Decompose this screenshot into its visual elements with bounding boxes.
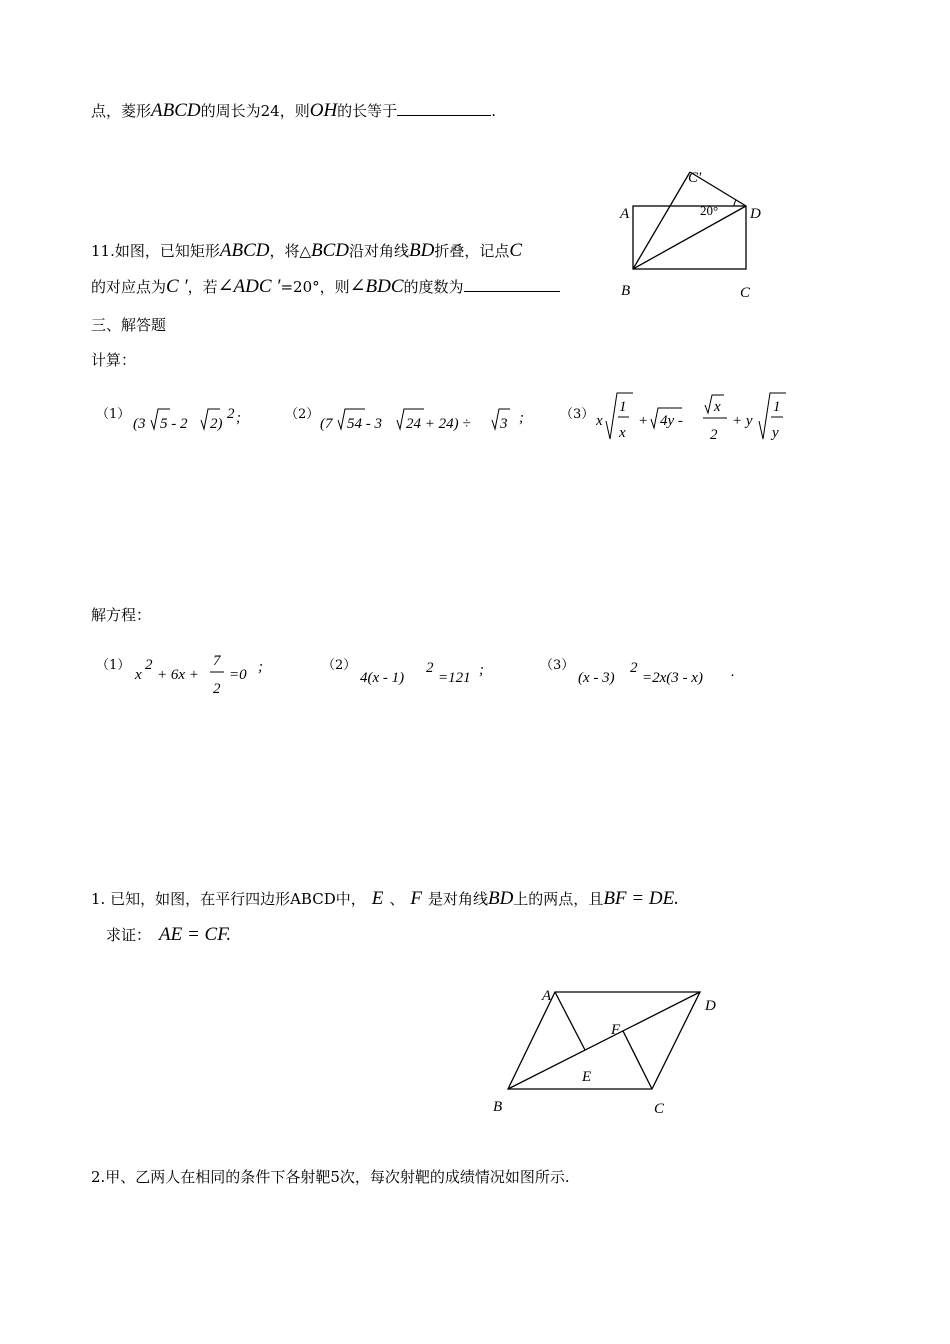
eq-3-formula: [576, 660, 746, 690]
q11-text-f: ，若: [187, 278, 218, 296]
eq-1-number: （1）: [96, 658, 131, 673]
label-b: B: [621, 283, 631, 299]
q11-c: C: [509, 240, 523, 261]
svg-text:;: ;: [479, 662, 484, 678]
label-angle: 20°: [700, 203, 719, 218]
p1-e: E: [371, 888, 384, 909]
svg-text:=2x(3 - x): =2x(3 - x): [642, 670, 703, 686]
q11-adc: ∠ADC ′: [217, 276, 281, 297]
svg-text:2: 2: [630, 660, 638, 676]
q11-cprime: C ′: [166, 276, 188, 297]
q10-tail-line: [91, 100, 496, 122]
label-c: C: [740, 285, 751, 301]
label-a: A: [542, 988, 552, 1004]
svg-text:x: x: [619, 425, 626, 441]
label-c-prime: C′: [688, 170, 702, 186]
q11-text-g: =20°，则: [280, 278, 350, 296]
svg-text:5 - 2: 5 - 2: [160, 416, 188, 432]
q10-suffix: 的长等于: [337, 102, 398, 120]
diagonal-bd: [508, 992, 700, 1089]
q11-text-e: 的对应点为: [91, 278, 167, 296]
svg-text:1: 1: [773, 399, 781, 415]
p1-sep: 、: [389, 890, 405, 908]
eq-1-expr: [133, 645, 273, 705]
svg-text:2: 2: [213, 681, 221, 697]
q11-answer-blank: [464, 277, 560, 292]
q11-abcd: ABCD: [219, 240, 270, 261]
angle-arc: [734, 200, 736, 206]
q11-bcd: BCD: [311, 240, 350, 261]
q11-line2: [91, 275, 560, 298]
q10-end: .: [491, 102, 496, 120]
p1-text-c: 上的两点，且: [513, 890, 604, 908]
eq-3-number: （3）: [540, 658, 575, 673]
svg-text:1: 1: [619, 399, 627, 415]
calc-3-number: （3）: [560, 407, 595, 422]
svg-text:+ 6x +: + 6x +: [157, 667, 199, 683]
q10-oh: OH: [309, 100, 338, 121]
eq-2-number: （2）: [322, 658, 357, 673]
svg-text:2): 2): [210, 416, 223, 432]
q11-text-h: 的度数为: [403, 278, 464, 296]
svg-text:+: +: [638, 413, 649, 429]
label-b: B: [493, 1099, 503, 1115]
q11-text-d: 折叠，记点: [434, 242, 510, 260]
diagonal-bd: [633, 206, 746, 269]
section-heading: 三、解答题: [91, 316, 167, 334]
p1-line2: [106, 924, 231, 946]
q11-bd: BD: [409, 240, 435, 261]
label-a: A: [620, 206, 630, 222]
calc-2-formula: [320, 406, 530, 438]
eq-1-formula: [133, 645, 273, 701]
svg-text:4y -: 4y -: [660, 413, 683, 429]
svg-text:;: ;: [258, 659, 263, 675]
svg-text:=121: =121: [438, 670, 471, 686]
label-d: D: [750, 206, 761, 222]
q10-text: 点，菱形: [91, 102, 152, 120]
equations-heading: 解方程：: [91, 606, 152, 624]
svg-text:;: ;: [519, 410, 524, 426]
svg-text:x: x: [135, 667, 142, 683]
svg-text:;: ;: [236, 410, 241, 426]
p1-bd: BD: [487, 888, 514, 909]
q10-text-mid: 的周长为24，则: [200, 102, 310, 120]
label-f: F: [611, 1022, 621, 1038]
svg-text:2: 2: [710, 427, 718, 443]
q11-rectangle-figure: [610, 160, 790, 310]
calc-2-expr: [320, 406, 530, 442]
calc-2-number: （2）: [285, 407, 320, 422]
p1-prove: AE = CF.: [159, 924, 232, 945]
q11-text-a: 11.如图，已知矩形: [91, 242, 220, 260]
svg-text:(3: (3: [133, 416, 146, 432]
calc-1-expr: [133, 406, 253, 442]
p2-line: 2.甲、乙两人在相同的条件下各射靶5次，每次射靶的成绩情况如图所示.: [91, 1168, 570, 1186]
svg-text:=0: =0: [229, 667, 247, 683]
calc-1-number: （1）: [96, 407, 131, 422]
label-c: C: [654, 1101, 665, 1117]
svg-text:2: 2: [426, 660, 434, 676]
p1-text-b: 是对角线: [427, 890, 488, 908]
label-e: E: [582, 1069, 592, 1085]
q11-text-c: 沿对角线: [349, 242, 410, 260]
calc-heading: 计算：: [91, 351, 137, 369]
eq-2-formula: [358, 660, 488, 690]
svg-text:x: x: [714, 399, 721, 415]
calc-3-expr: [596, 391, 796, 451]
segment-bc-prime: [633, 172, 690, 269]
svg-text:(x - 3): (x - 3): [578, 670, 615, 686]
calc-1-formula: [133, 406, 253, 438]
svg-text:.: .: [731, 664, 735, 680]
label-d: D: [705, 998, 716, 1014]
segment-ae: [555, 992, 585, 1050]
q10-answer-blank: [397, 101, 491, 116]
p1-condition: BF = DE.: [603, 888, 679, 909]
svg-text:3: 3: [500, 416, 508, 432]
svg-text:2: 2: [227, 406, 235, 422]
svg-text:x: x: [596, 413, 603, 429]
eq-3-expr: [576, 660, 746, 694]
segment-cf: [623, 1031, 652, 1089]
eq-2-expr: [358, 660, 488, 694]
svg-text:y: y: [772, 425, 779, 441]
svg-text:7: 7: [213, 653, 221, 669]
p1-text-a: 1. 已知，如图，在平行四边形ABCD中，: [91, 890, 366, 908]
svg-text:54 - 3: 54 - 3: [347, 416, 382, 432]
p1-line1: [91, 888, 679, 910]
svg-text:+ y: + y: [732, 413, 753, 429]
svg-text:24 + 24) ÷: 24 + 24) ÷: [406, 416, 471, 432]
svg-text:(7: (7: [320, 416, 333, 432]
q11-text-b: ，将△: [269, 242, 312, 260]
q11-line1: [91, 240, 522, 262]
svg-text:2: 2: [145, 657, 153, 673]
svg-text:4(x - 1): 4(x - 1): [360, 670, 405, 686]
p1-f: F: [410, 888, 422, 909]
q11-bdc: ∠BDC: [349, 276, 404, 297]
p1-parallelogram-figure: [485, 980, 735, 1120]
calc-3-formula: [596, 391, 796, 447]
p1-prove-label: 求证：: [106, 926, 152, 944]
q10-abcd: ABCD: [151, 100, 201, 121]
